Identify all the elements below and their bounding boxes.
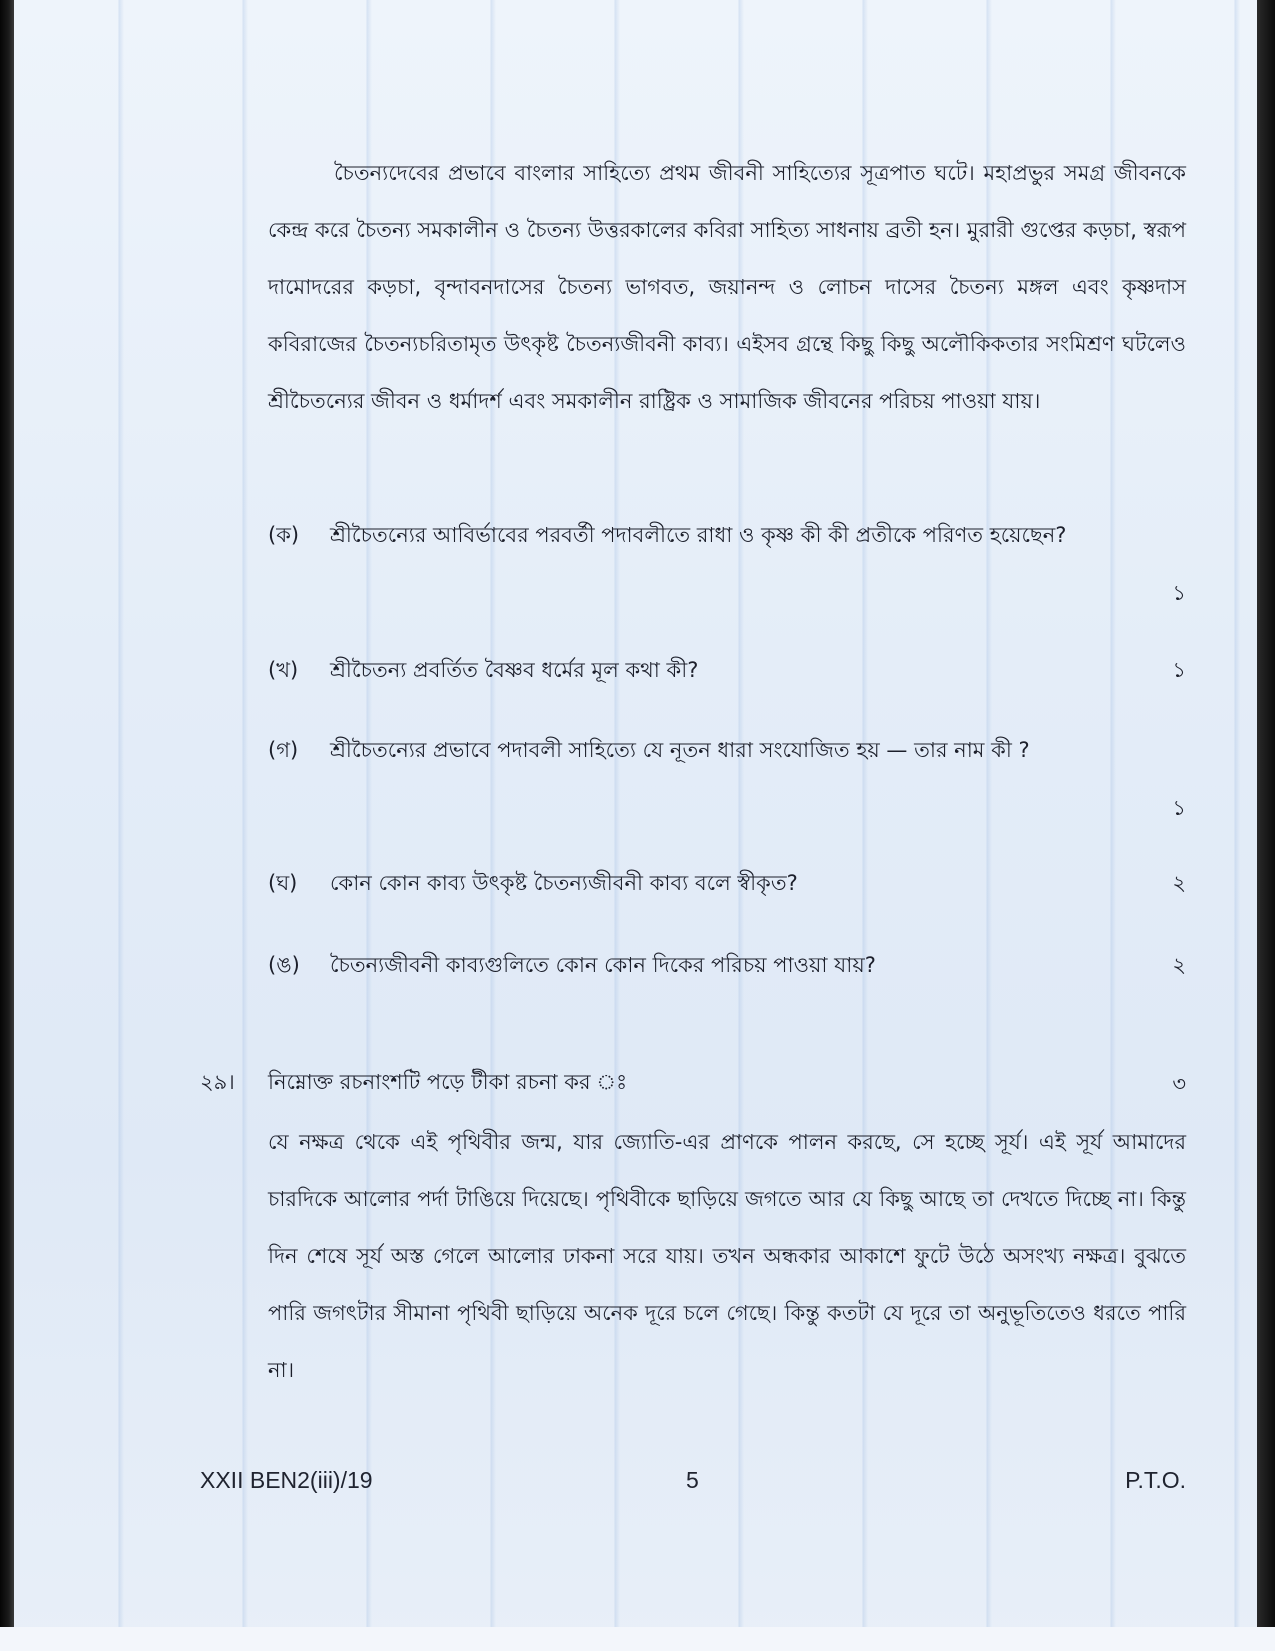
- question-label: (ক): [268, 523, 300, 547]
- question-label: (খ): [268, 658, 299, 682]
- passage-paragraph: চৈতন্যদেবের প্রভাবে বাংলার সাহিত্যে প্রথম জীবনী সাহিত্যের সূত্রপাত ঘটে। মহাপ্রভুর সমগ্র জীবনকে কেন্দ্র করে চৈতন্য সমকালীন ও চৈতন্য উত্তরকালের কবিরা সাহিত্য সাধনায় ব্রতী হন। মুরারী গুপ্তের কড়চা, স্বরূপ দামোদরের কড়চা, বৃন্দাবনদাসের চৈতন্য ভাগবত, জয়ানন্দ ও লোচন দাসের চৈতন্য মঙ্গল এবং কৃষ্ণদাস কবিরাজের চৈতন্যচরিতামৃত উৎকৃষ্ট চৈতন্যজীবনী কাব্য। এইসব গ্রন্থে কিছু কিছু অলৌকিকতার সংমিশ্রণ ঘটলেও শ্রীচৈতন্যের জীবন ও ধর্মাদর্শ এবং সমকালীন রাষ্ট্রিক ও সামাজিক জীবনের পরিচয় পাওয়া যায়।: [268, 161, 1186, 413]
- q29-passage: যে নক্ষত্র থেকে এই পৃথিবীর জন্ম, যার জ্যোতি-এর প্রাণকে পালন করছে, সে হচ্ছে সূর্য। এই সূর্য আমাদের চারদিকে আলোর পর্দা টাঙিয়ে দিয়েছে। পৃথিবীকে ছাড়িয়ে জগতে আর যে কিছু আছে তা দেখতে দিচ্ছে না। কিন্তু দিন শেষে সূর্য অস্ত গেলে আলোর ঢাকনা সরে যায়। তখন অন্ধকার আকাশে ফুটে উঠে অসংখ্য নক্ষত্র। বুঝতে পারি জগৎটার সীমানা পৃথিবী ছাড়িয়ে অনেক দূরে চলে গেছে। কিন্তু কতটা যে দূরে তা অনুভূতিতেও ধরতে পারি না।: [268, 1130, 1186, 1382]
- question-instruction: নিম্নোক্ত রচনাংশটি পড়ে টীকা রচনা কর ঃ: [268, 1070, 628, 1094]
- question-text: শ্রীচৈতন্য প্রবর্তিত বৈষ্ণব ধর্মের মূল কথা কী?: [330, 658, 699, 682]
- question-number: ২৯।: [200, 1070, 235, 1094]
- scan-bottom-strip: [0, 1627, 1275, 1651]
- question-marks: ২: [1172, 953, 1186, 977]
- question-text: চৈতন্যজীবনী কাব্যগুলিতে কোন কোন দিকের পরিচয় পাওয়া যায়?: [330, 953, 876, 977]
- scan-edge-right: [1257, 0, 1275, 1651]
- question-text: কোন কোন কাব্য উৎকৃষ্ট চৈতন্যজীবনী কাব্য বলে স্বীকৃত?: [330, 871, 798, 895]
- question-label: (গ): [268, 738, 299, 762]
- question-text: শ্রীচৈতন্যের প্রভাবে পদাবলী সাহিত্যে যে নূতন ধারা সংযোজিত হয় — তার নাম কী ?: [330, 738, 1030, 762]
- scan-edge-left: [0, 0, 14, 1651]
- question-label: (ঙ): [268, 953, 300, 977]
- please-turn-over: P.T.O.: [1125, 1467, 1186, 1493]
- question-text: শ্রীচৈতন্যের আবির্ভাবের পরবর্তী পদাবলীতে রাধা ও কৃষ্ণ কী কী প্রতীকে পরিণত হয়েছেন?: [330, 523, 1067, 547]
- page-number: 5: [686, 1467, 699, 1493]
- page-footer: [200, 1467, 1186, 1497]
- question-marks: ২: [1172, 871, 1186, 895]
- question-marks: ১: [1172, 658, 1186, 682]
- paper-code: XXII BEN2(iii)/19: [200, 1467, 373, 1493]
- question-marks: ১: [1172, 581, 1186, 605]
- question-marks: ৩: [1172, 1072, 1186, 1096]
- question-label: (ঘ): [268, 871, 298, 895]
- question-marks: ১: [1172, 796, 1186, 820]
